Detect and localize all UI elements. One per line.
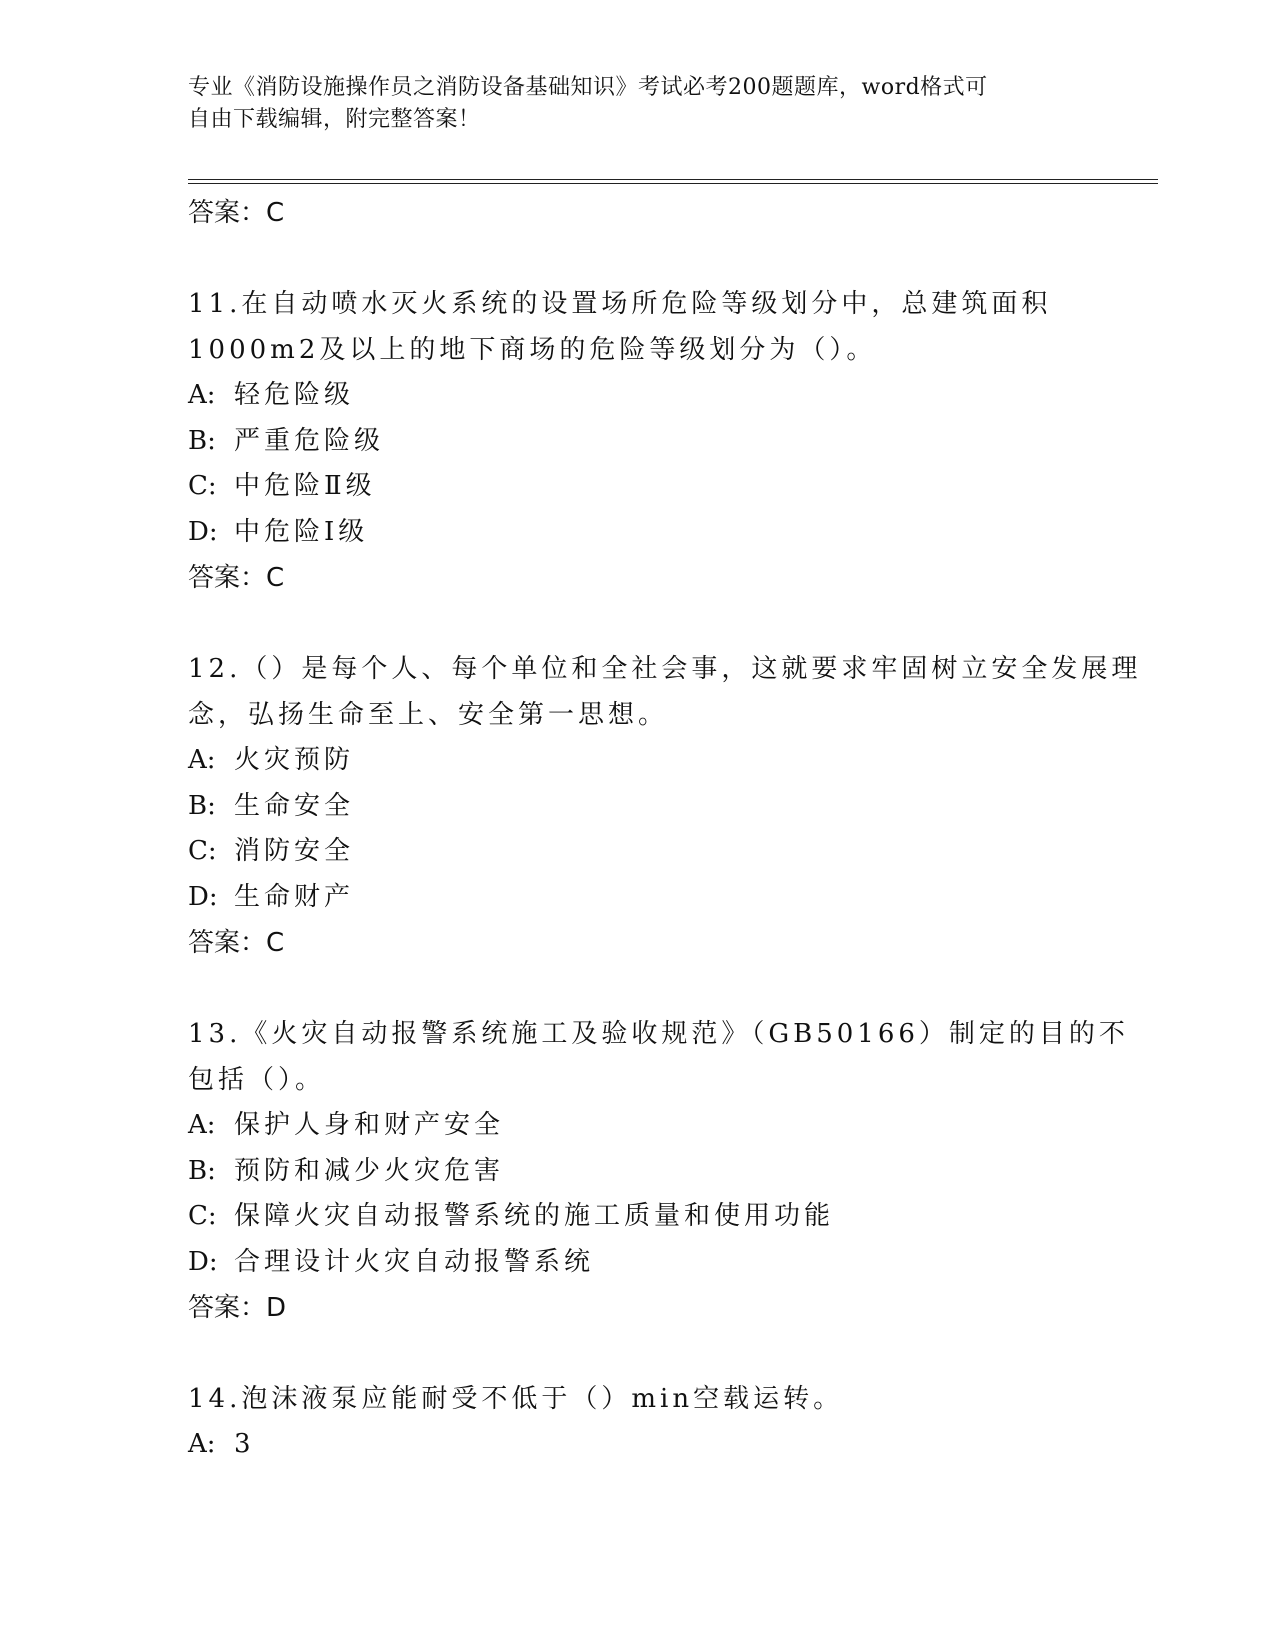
document-body <box>188 190 1158 1468</box>
answer-line: 答案：C <box>188 563 285 593</box>
header-line-2: 自由下载编辑，附完整答案！ <box>188 107 481 132</box>
option-a: A: 火灾预防 <box>188 745 355 775</box>
option-c: C: 保障火灾自动报警系统的施工质量和使用功能 <box>188 1201 835 1231</box>
option-d: D: 中危险Ⅰ级 <box>188 516 369 547</box>
option-a: A: 保护人身和财产安全 <box>188 1110 505 1140</box>
answer-line: 答案：C <box>188 198 285 228</box>
answer-line: 答案：D <box>188 1293 287 1323</box>
option-a: A: 3 <box>188 1429 255 1459</box>
option-d: D: 合理设计火灾自动报警系统 <box>188 1246 595 1277</box>
header-divider <box>188 179 1158 180</box>
document-header <box>188 72 1088 136</box>
question-stem: 11.在自动喷水灭火系统的设置场所危险等级划分中，总建筑面积1000m2及以上的地下商场的危险等级划分为（）。 <box>188 289 1052 365</box>
option-b: B: 预防和减少火灾危害 <box>188 1155 505 1186</box>
option-a: A: 轻危险级 <box>188 380 355 410</box>
question-block <box>188 1011 1158 1331</box>
question-stem: 12.（）是每个人、每个单位和全社会事，这就要求牢固树立安全发展理念，弘扬生命至上、安全第一思想。 <box>188 654 1142 730</box>
header-divider-double <box>188 183 1158 184</box>
question-block <box>188 646 1158 966</box>
option-b: B: 生命安全 <box>188 790 355 821</box>
question-stem: 13.《火灾自动报警系统施工及验收规范》（GB50166）制定的目的不包括（）。 <box>188 1019 1129 1095</box>
question-block <box>188 1376 1158 1468</box>
option-b: B: 严重危险级 <box>188 425 385 456</box>
option-d: D: 生命财产 <box>188 881 355 912</box>
header-line-1: 专业《消防设施操作员之消防设备基础知识》考试必考200题题库，word格式可 <box>188 75 988 100</box>
option-c: C: 中危险Ⅱ级 <box>188 471 376 501</box>
question-stem: 14.泡沫液泵应能耐受不低于（）min空载运转。 <box>188 1384 844 1414</box>
answer-line: 答案：C <box>188 928 285 958</box>
option-c: C: 消防安全 <box>188 836 355 866</box>
question-block <box>188 281 1158 601</box>
